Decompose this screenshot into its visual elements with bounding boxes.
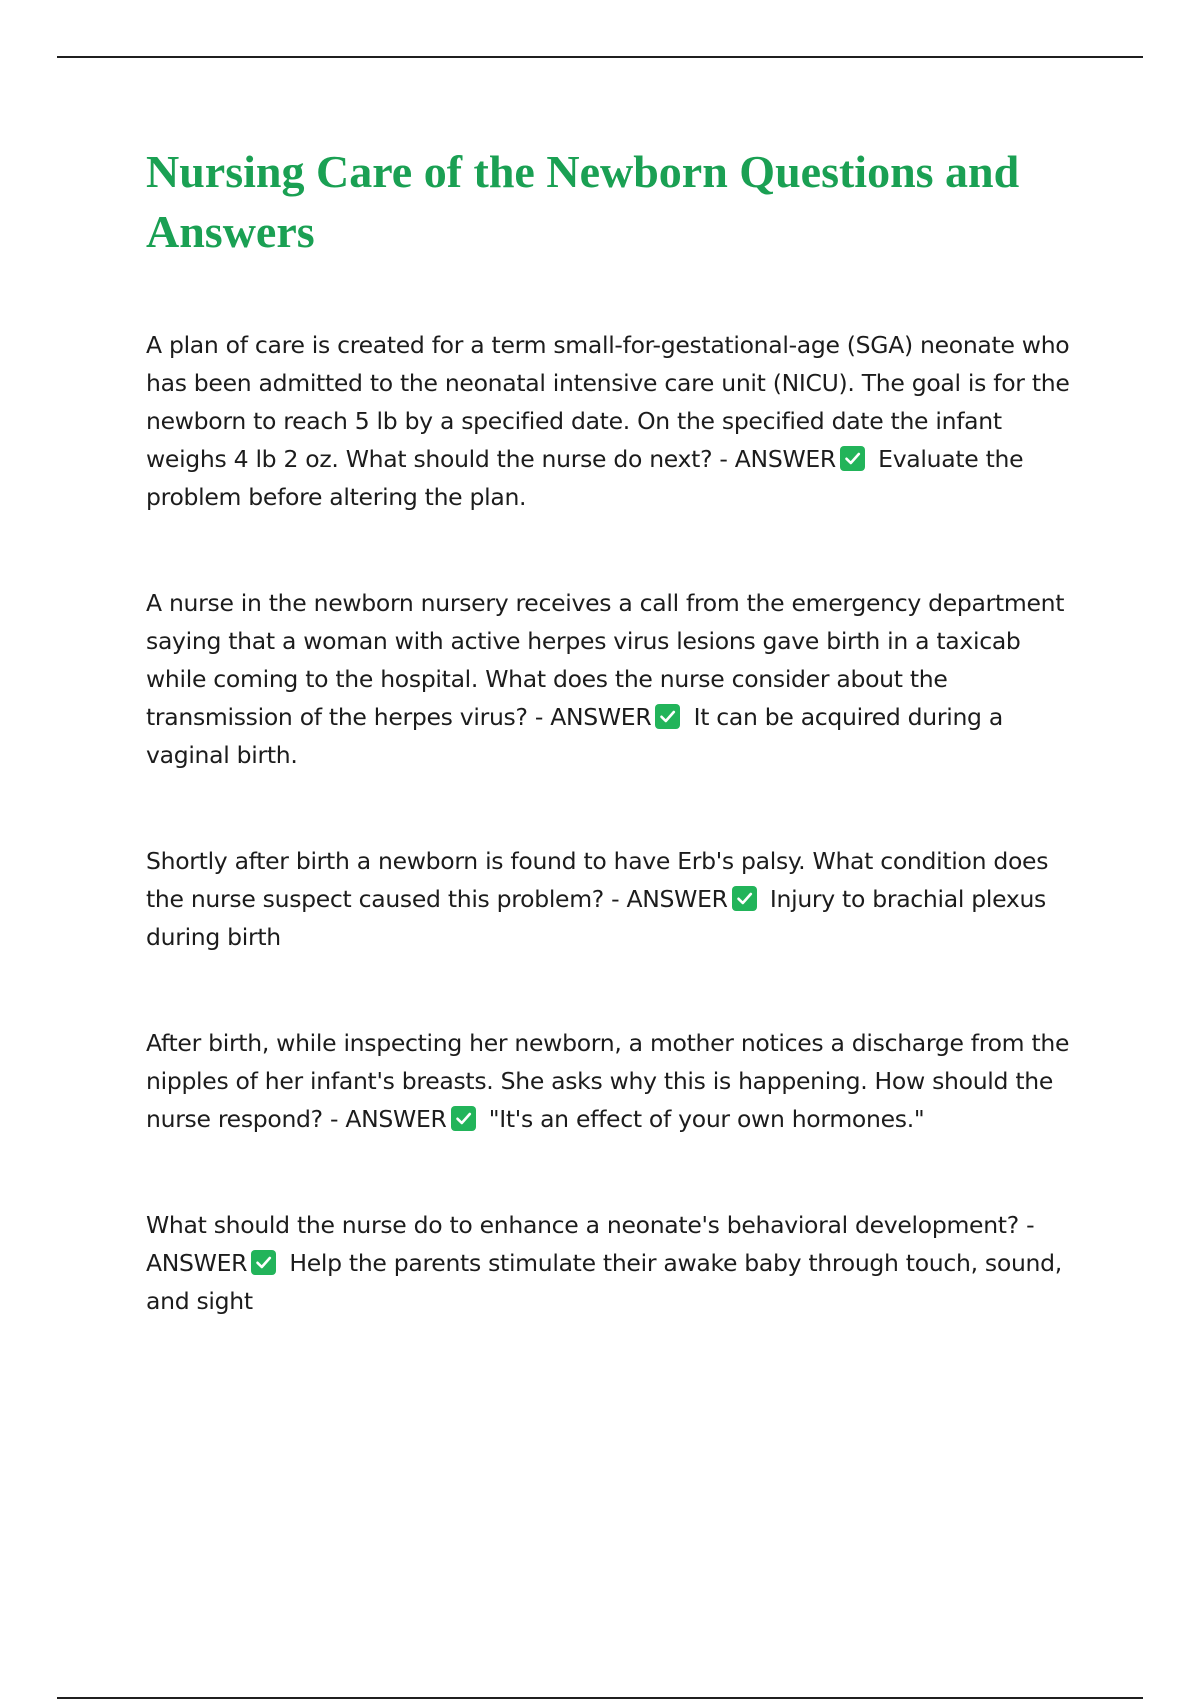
answer-text: "It's an effect of your own hormones." [488,1105,925,1133]
answer-marker: - ANSWER [611,885,728,913]
question-text: A nurse in the newborn nursery receives a call from the emergency department saying that a woman with active herpes virus lesions gave birth in a taxicab while coming to the hospital. What does the nurse consider about the transmission of the herpes virus? [146,589,1065,731]
check-box-icon [840,446,865,471]
bottom-rule [57,1697,1143,1699]
question-text: A plan of care is created for a term small-for-gestational-age (SGA) neonate who has been admitted to the neonatal intensive care unit (NICU). The goal is for the newborn to reach 5 lb by a specified date. On the specified date the infant weighs 4 lb 2 oz. What should the nurse do next? [146,331,1070,473]
document-body [146,142,1086,1388]
question-text: What should the nurse do to enhance a neonate's behavioral development? [146,1211,1019,1239]
check-box-icon [251,1250,276,1275]
check-box-icon [655,704,680,729]
answer-marker: - ANSWER [146,1211,1035,1277]
answer-text: Evaluate the problem before altering the plan. [146,445,1024,511]
question-text: After birth, while inspecting her newborn, a mother notices a discharge from the nipples of her infant's breasts. She asks why this is happening. How should the nurse respond? [146,1029,1070,1133]
top-rule [57,56,1143,58]
qa-item [146,326,1086,516]
qa-item [146,842,1086,956]
check-box-icon [732,886,757,911]
check-box-icon [451,1106,476,1131]
qa-list [146,326,1086,1320]
document-title: Nursing Care of the Newborn Questions and Answers [146,146,1020,257]
answer-text: Injury to brachial plexus during birth [146,885,1046,951]
answer-marker: - ANSWER [534,703,652,731]
answer-marker: - ANSWER [330,1105,447,1133]
answer-text: It can be acquired during a vaginal birth. [146,703,1003,769]
qa-item [146,1206,1086,1320]
answer-marker: - ANSWER [719,445,836,473]
question-text: Shortly after birth a newborn is found to have Erb's palsy. What condition does the nurse suspect caused this problem? [146,847,1049,913]
qa-item [146,1024,1086,1138]
qa-item [146,584,1086,774]
answer-text: Help the parents stimulate their awake baby through touch, sound, and sight [146,1249,1062,1315]
